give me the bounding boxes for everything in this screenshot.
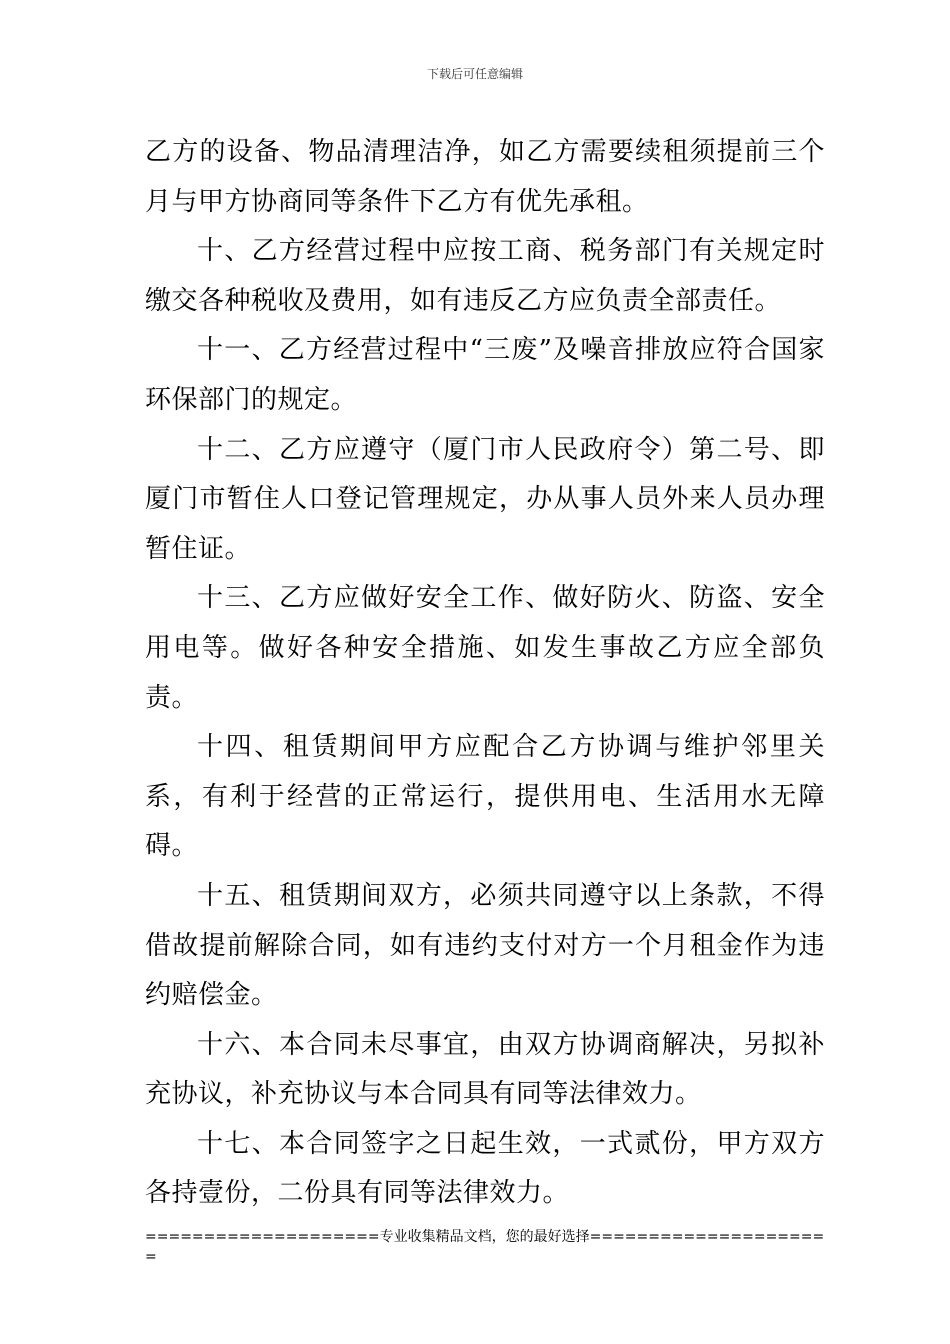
clause-11: 十一、乙方经营过程中“三废”及噪音排放应符合国家环保部门的规定。 <box>145 335 825 415</box>
paragraph-continuation: 乙方的设备、物品清理洁净，如乙方需要续租须提前三个月与甲方协商同等条件下乙方有优先承租。 <box>145 137 825 217</box>
document-body <box>145 128 825 1219</box>
clause-16: 十六、本合同未尽事宜，由双方协调商解决，另拟补充协议，补充协议与本合同具有同等法律效力。 <box>145 1029 825 1110</box>
clause-14: 十四、租赁期间甲方应配合乙方协调与维护邻里关系，有利于经营的正常运行，提供用电、生活用水无障碍。 <box>145 732 825 862</box>
clause-15: 十五、租赁期间双方，必须共同遵守以上条款，不得借故提前解除合同，如有违约支付对方一个月租金作为违约赔偿金。 <box>145 880 825 1011</box>
clause-10: 十、乙方经营过程中应按工商、税务部门有关规定时缴交各种税收及费用，如有违反乙方应负责全部责任。 <box>145 236 825 316</box>
clause-12: 十二、乙方应遵守（厦门市人民政府令）第二号、即厦门市暂住人口登记管理规定，办从事人员外来人员办理暂住证。 <box>145 434 825 564</box>
clause-17: 十七、本合同签字之日起生效，一式贰份，甲方双方各持壹份，二份具有同等法律效力。 <box>145 1128 825 1209</box>
page-footer-banner: ====================专业收集精品文档，您的最好选择===================== <box>145 1229 825 1265</box>
clause-13: 十三、乙方应做好安全工作、做好防火、防盗、安全用电等。做好各种安全措施、如发生事故乙方应全部负责。 <box>145 583 825 713</box>
page-header-note: 下载后可任意编辑 <box>426 67 523 81</box>
